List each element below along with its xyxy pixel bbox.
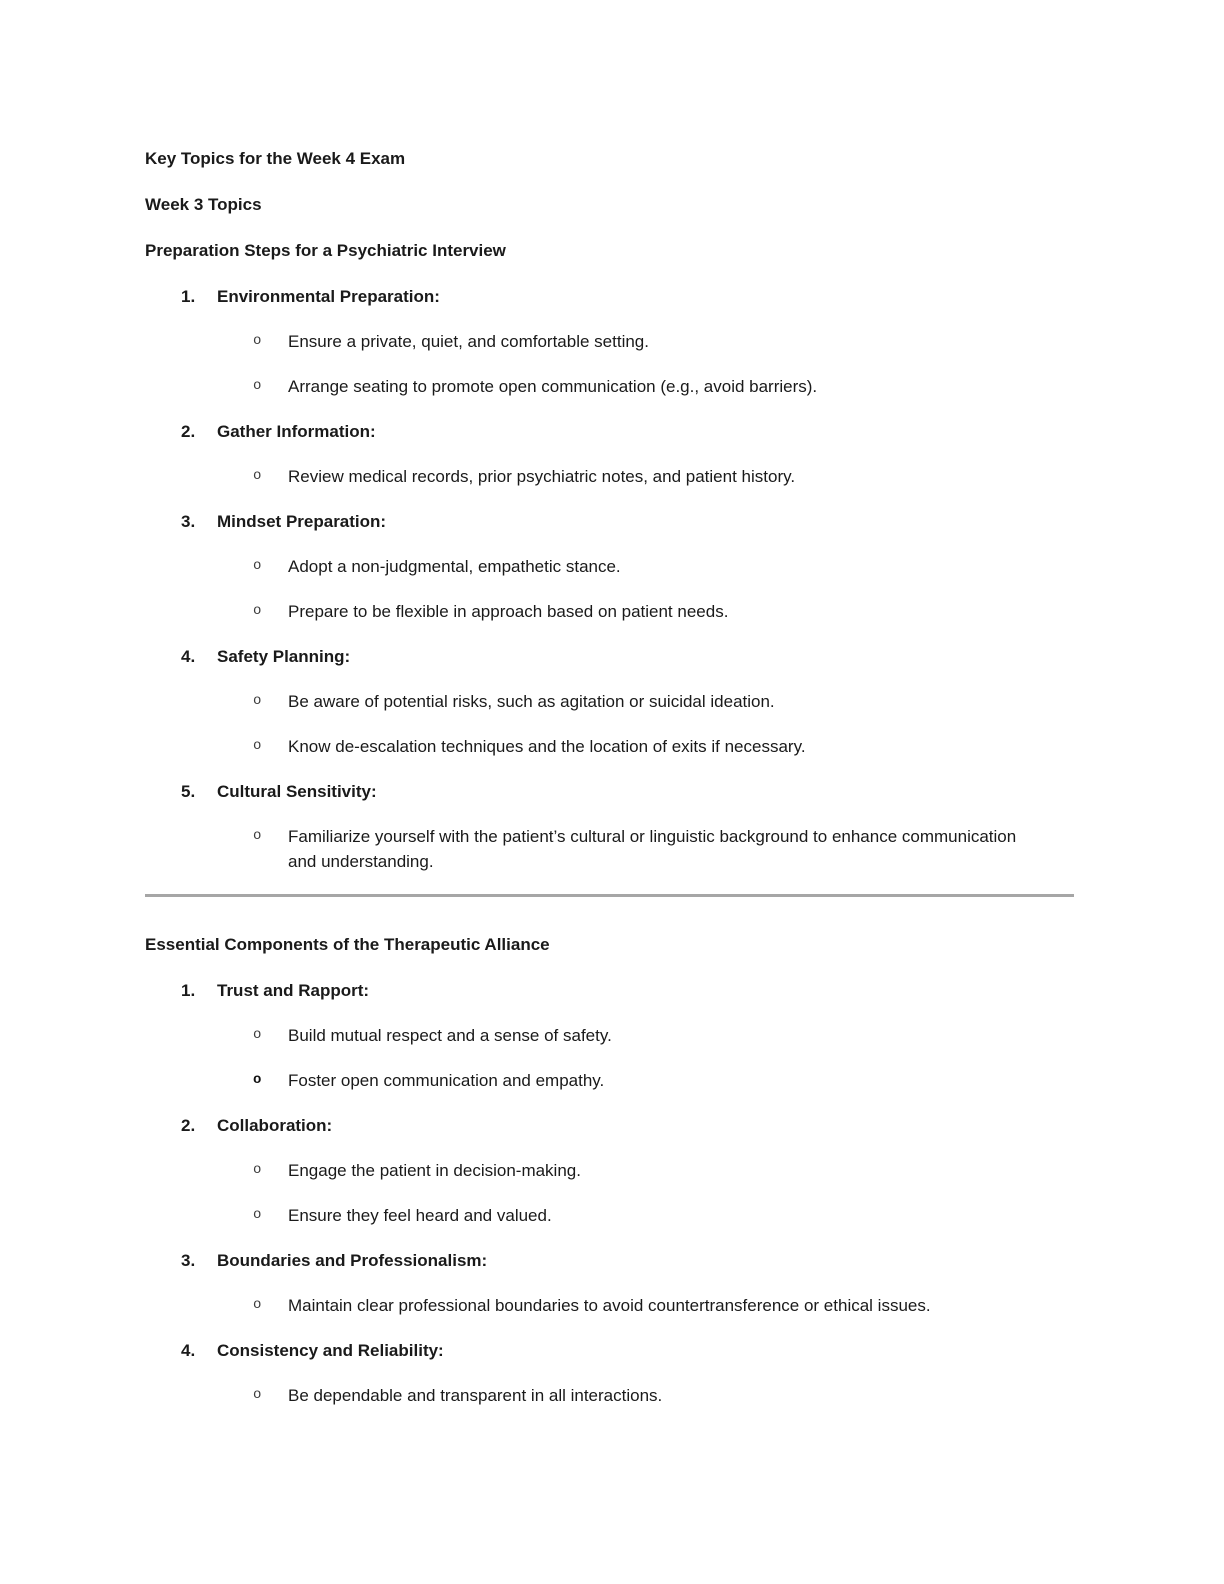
numbered-item [181, 779, 1074, 804]
bullet-text: Arrange seating to promote open communication (e.g., avoid barriers). [288, 377, 818, 396]
section-divider [145, 894, 1074, 897]
numbered-item [181, 509, 1074, 534]
numbered-item [181, 1248, 1074, 1273]
circle-bullet-icon: o [253, 603, 262, 619]
item-label: Environmental Preparation: [217, 287, 440, 306]
numbered-item [181, 1338, 1074, 1363]
bullet-text: Build mutual respect and a sense of safety. [288, 1026, 612, 1045]
circle-bullet-icon: o [253, 558, 262, 574]
bullet-text: Be aware of potential risks, such as agitation or suicidal ideation. [288, 692, 775, 711]
bullet-text: Ensure they feel heard and valued. [288, 1206, 552, 1225]
section-heading-preparation: Preparation Steps for a Psychiatric Interview [145, 241, 506, 260]
item-number: 1. [181, 981, 196, 1000]
sub-bullet [253, 689, 1074, 714]
sub-bullet [253, 824, 1074, 874]
bullet-text: Familiarize yourself with the patient’s cultural or linguistic background to enhance communication and understanding. [288, 827, 1017, 871]
bullet-text: Ensure a private, quiet, and comfortable setting. [288, 332, 649, 351]
circle-bullet-icon: o [253, 828, 262, 844]
item-number: 1. [181, 287, 196, 306]
sub-bullet [253, 1383, 1074, 1408]
item-number: 2. [181, 422, 196, 441]
item-label: Collaboration: [217, 1116, 333, 1135]
bullet-text: Foster open communication and empathy. [288, 1071, 605, 1090]
sub-bullet [253, 1068, 1074, 1093]
circle-bullet-icon: o [253, 1297, 262, 1313]
sub-bullet [253, 599, 1074, 624]
item-number: 3. [181, 1251, 196, 1270]
numbered-item [181, 419, 1074, 444]
bullet-text: Review medical records, prior psychiatric notes, and patient history. [288, 467, 796, 486]
item-number: 4. [181, 1341, 196, 1360]
document-title: Key Topics for the Week 4 Exam [145, 149, 406, 168]
sub-bullet [253, 329, 1074, 354]
bullet-text: Engage the patient in decision-making. [288, 1161, 581, 1180]
circle-bullet-icon: o [253, 1387, 262, 1403]
circle-bullet-icon: o [253, 1207, 262, 1223]
sub-bullet [253, 374, 1074, 399]
sub-bullet [253, 1293, 1074, 1318]
sub-bullet [253, 1023, 1074, 1048]
sub-bullet [253, 1158, 1074, 1183]
circle-bullet-icon: o [253, 693, 262, 709]
numbered-item [181, 1113, 1074, 1138]
circle-bullet-icon: o [253, 1072, 262, 1088]
sub-bullet [253, 1203, 1074, 1228]
item-label: Safety Planning: [217, 647, 351, 666]
circle-bullet-icon: o [253, 1027, 262, 1043]
item-label: Boundaries and Professionalism: [217, 1251, 488, 1270]
circle-bullet-icon: o [253, 468, 262, 484]
item-label: Mindset Preparation: [217, 512, 387, 531]
item-number: 2. [181, 1116, 196, 1135]
circle-bullet-icon: o [253, 1162, 262, 1178]
item-number: 3. [181, 512, 196, 531]
item-label: Cultural Sensitivity: [217, 782, 377, 801]
circle-bullet-icon: o [253, 378, 262, 394]
item-label: Trust and Rapport: [217, 981, 370, 1000]
bullet-text: Know de-escalation techniques and the location of exits if necessary. [288, 737, 806, 756]
bullet-text: Be dependable and transparent in all interactions. [288, 1386, 663, 1405]
document-subtitle: Week 3 Topics [145, 195, 262, 214]
numbered-item [181, 284, 1074, 309]
circle-bullet-icon: o [253, 738, 262, 754]
bullet-text: Maintain clear professional boundaries to avoid countertransference or ethical issues. [288, 1296, 931, 1315]
bullet-text: Prepare to be flexible in approach based on patient needs. [288, 602, 729, 621]
item-number: 4. [181, 647, 196, 666]
bullet-text: Adopt a non-judgmental, empathetic stance. [288, 557, 621, 576]
item-number: 5. [181, 782, 196, 801]
numbered-item [181, 978, 1074, 1003]
sub-bullet [253, 464, 1074, 489]
item-label: Gather Information: [217, 422, 376, 441]
sub-bullet [253, 734, 1074, 759]
item-label: Consistency and Reliability: [217, 1341, 444, 1360]
circle-bullet-icon: o [253, 333, 262, 349]
sub-bullet [253, 554, 1074, 579]
section-heading-alliance: Essential Components of the Therapeutic Alliance [145, 935, 550, 954]
numbered-item [181, 644, 1074, 669]
